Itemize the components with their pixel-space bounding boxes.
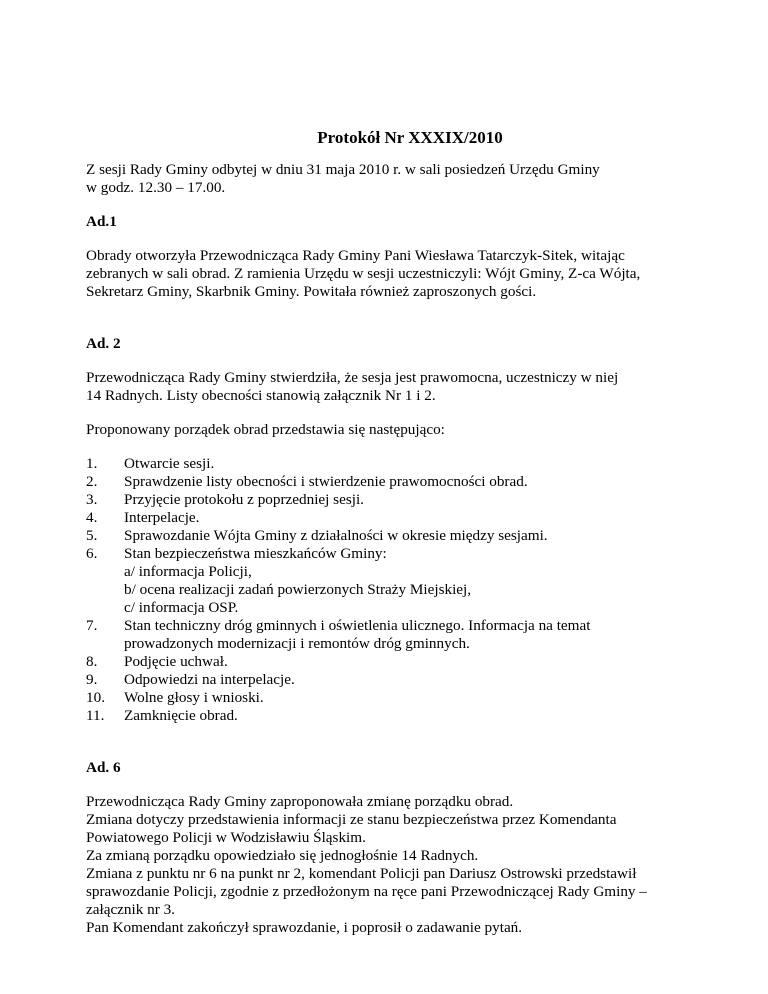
ad1-paragraph <box>86 247 686 301</box>
ad2-line: Przewodnicząca Rady Gminy stwierdziła, że sesja jest prawomocna, uczestniczy w niej <box>86 369 619 386</box>
agenda-item <box>86 707 686 725</box>
ad2-line: 14 Radnych. Listy obecności stanowią załącznik Nr 1 i 2. <box>86 387 436 404</box>
section-heading-ad2: Ad. 2 <box>86 335 121 352</box>
agenda-item <box>86 653 686 671</box>
agenda-item-number: 5. <box>86 527 98 544</box>
document-title: Protokół Nr XXXIX/2010 <box>317 128 503 147</box>
ad1-line: Obrady otworzyła Przewodnicząca Rady Gminy Pani Wiesława Tatarczyk-Sitek, witając <box>86 247 625 264</box>
section-heading-ad1: Ad.1 <box>86 213 117 230</box>
agenda-subitem: c/ informacja OSP. <box>124 599 239 616</box>
agenda-item <box>86 617 686 653</box>
intro-paragraph <box>86 161 686 197</box>
agenda-item-text: Sprawozdanie Wójta Gminy z działalności w okresie między sesjami. <box>124 527 548 544</box>
agenda-item-text: Przyjęcie protokołu z poprzedniej sesji. <box>124 491 364 508</box>
agenda-list <box>86 455 686 725</box>
agenda-intro: Proponowany porządek obrad przedstawia się następująco: <box>86 421 445 438</box>
agenda-subitem: a/ informacja Policji, <box>124 563 252 580</box>
ad2-paragraph <box>86 369 686 405</box>
agenda-item <box>86 671 686 689</box>
agenda-item <box>86 527 686 545</box>
ad6-line: Zmiana z punktu nr 6 na punkt nr 2, komendant Policji pan Dariusz Ostrowski przedstawił <box>86 865 637 882</box>
agenda-subitem: prowadzonych modernizacji i remontów dróg gminnych. <box>124 635 470 652</box>
agenda-item-number: 9. <box>86 671 98 688</box>
agenda-item-number: 10. <box>86 689 105 706</box>
agenda-item-text: Sprawdzenie listy obecności i stwierdzenie prawomocności obrad. <box>124 473 528 490</box>
agenda-item-number: 7. <box>86 617 98 634</box>
agenda-item-number: 6. <box>86 545 98 562</box>
agenda-item-text: Zamknięcie obrad. <box>124 707 238 724</box>
section-heading-ad6: Ad. 6 <box>86 759 121 776</box>
ad6-line: Pan Komendant zakończył sprawozdanie, i poprosił o zadawanie pytań. <box>86 919 523 936</box>
agenda-item-number: 11. <box>86 707 105 724</box>
agenda-item-number: 4. <box>86 509 98 526</box>
document-page <box>86 128 686 937</box>
agenda-item-number: 8. <box>86 653 98 670</box>
agenda-item-number: 1. <box>86 455 98 472</box>
ad6-paragraph <box>86 793 686 937</box>
ad6-line: Przewodnicząca Rady Gminy zaproponowała zmianę porządku obrad. <box>86 793 514 810</box>
agenda-item <box>86 473 686 491</box>
agenda-item-text: Odpowiedzi na interpelacje. <box>124 671 295 688</box>
intro-line: Z sesji Rady Gminy odbytej w dniu 31 maja 2010 r. w sali posiedzeń Urzędu Gminy <box>86 161 600 178</box>
agenda-subitem: b/ ocena realizacji zadań powierzonych Straży Miejskiej, <box>124 581 472 598</box>
ad1-line: zebranych w sali obrad. Z ramienia Urzędu w sesji uczestniczyli: Wójt Gminy, Z-ca Wójta, <box>86 265 641 282</box>
agenda-item <box>86 455 686 473</box>
agenda-item <box>86 689 686 707</box>
agenda-item-number: 2. <box>86 473 98 490</box>
agenda-item <box>86 545 686 617</box>
agenda-item <box>86 491 686 509</box>
agenda-item-text: Stan bezpieczeństwa mieszkańców Gminy: <box>124 545 387 562</box>
ad6-line: Za zmianą porządku opowiedziało się jednogłośnie 14 Radnych. <box>86 847 479 864</box>
intro-line: w godz. 12.30 – 17.00. <box>86 179 226 196</box>
ad6-line: Powiatowego Policji w Wodzisławiu Śląskim. <box>86 829 366 846</box>
agenda-item-text: Wolne głosy i wnioski. <box>124 689 264 706</box>
agenda-item-number: 3. <box>86 491 98 508</box>
agenda-item-text: Interpelacje. <box>124 509 200 526</box>
agenda-item-text: Stan techniczny dróg gminnych i oświetlenia ulicznego. Informacja na temat <box>124 617 591 634</box>
ad6-line: sprawozdanie Policji, zgodnie z przedłożonym na ręce pani Przewodniczącej Rady Gminy – <box>86 883 647 900</box>
agenda-item-text: Podjęcie uchwał. <box>124 653 228 670</box>
ad6-line: Zmiana dotyczy przedstawienia informacji ze stanu bezpieczeństwa przez Komendanta <box>86 811 617 828</box>
ad1-line: Sekretarz Gminy, Skarbnik Gminy. Powitała również zaproszonych gości. <box>86 283 537 300</box>
ad6-line: załącznik nr 3. <box>86 901 175 918</box>
agenda-item-text: Otwarcie sesji. <box>124 455 215 472</box>
agenda-item <box>86 509 686 527</box>
